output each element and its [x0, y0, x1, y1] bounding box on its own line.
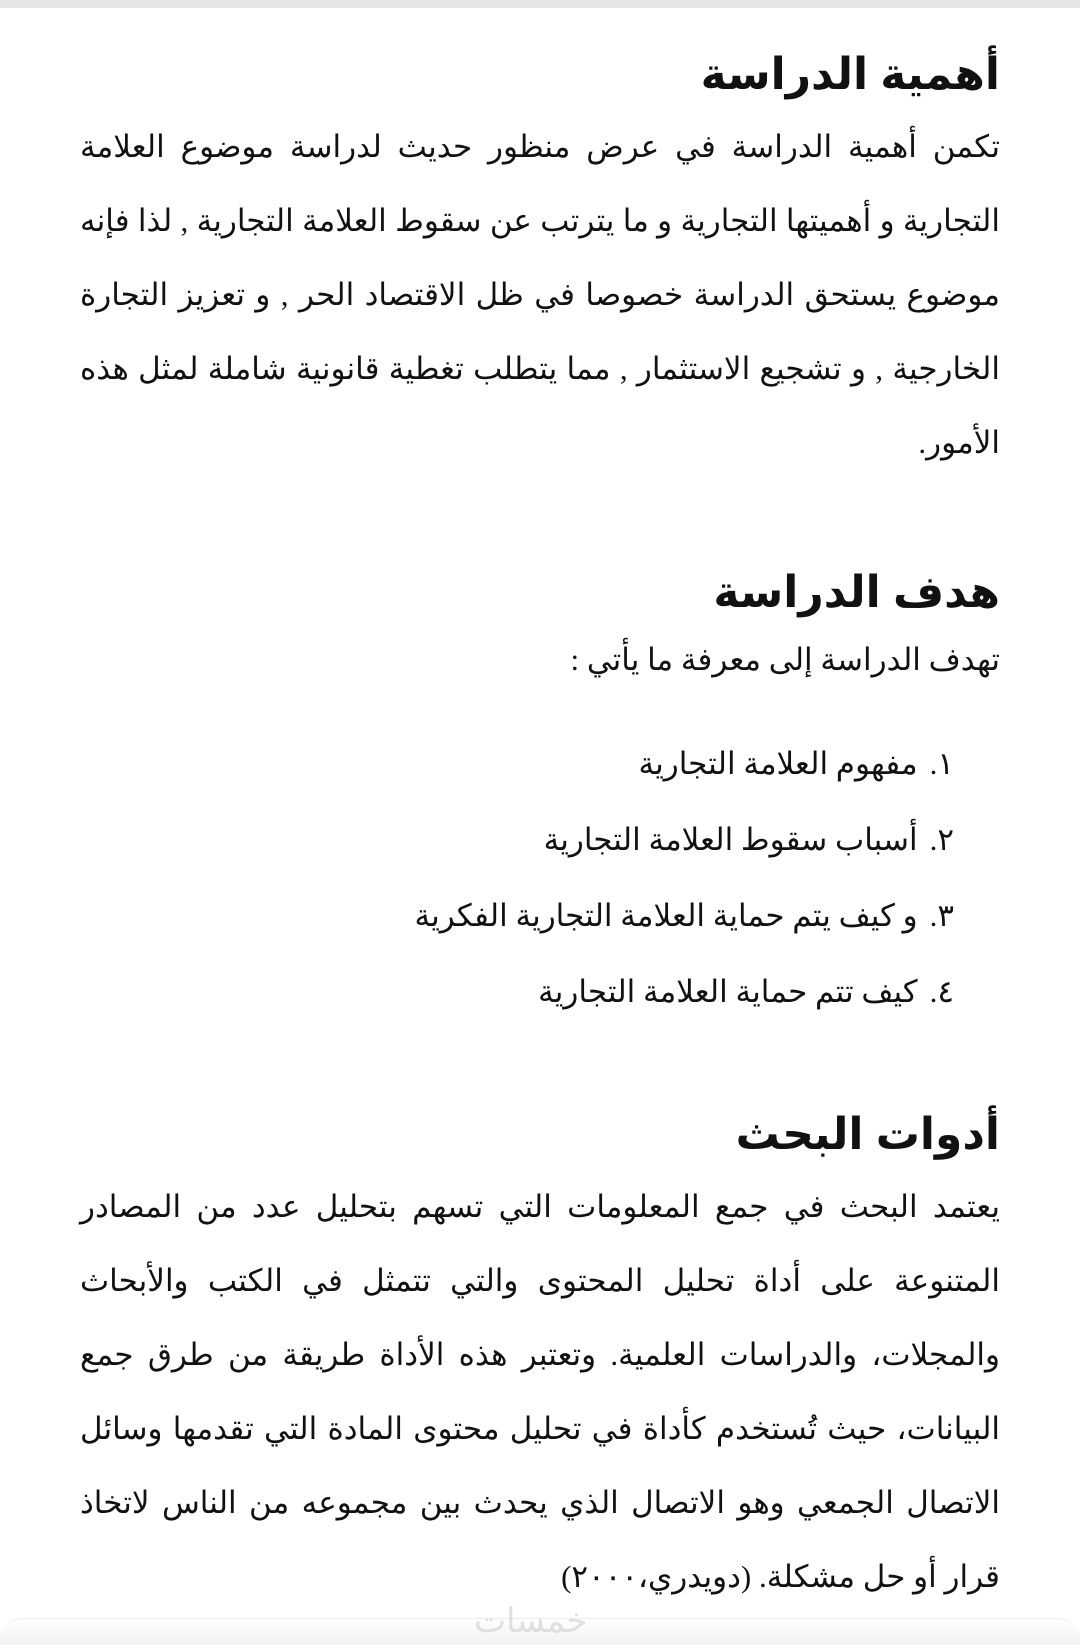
list-item-number: ١. [929, 746, 954, 781]
goal-list [80, 726, 954, 1030]
importance-section [80, 40, 1000, 480]
list-item [80, 726, 954, 802]
importance-paragraph: تكمن أهمية الدراسة في عرض منظور حديث لدراسة موضوع العلامة التجارية و أهميتها التجارية و ما يترتب عن سقوط العلامة التجارية , لذا فإنه موضوع يستحق الدراسة خصوصا في ظل الاقتصاد الحر , و تعزيز التجارة الخارجية , و تشجيع الاستثمار , مما يتطلب تغطية قانونية شاملة لمثل هذه الأمور. [80, 129, 1000, 460]
list-item-text: مفهوم العلامة التجارية [638, 746, 918, 781]
top-strip [0, 0, 1080, 8]
tools-paragraph: يعتمد البحث في جمع المعلومات التي تسهم بتحليل عدد من المصادر المتنوعة على أداة تحليل المحتوى والتي تتمثل في الكتب والأبحاث والمجلات، والدراسات العلمية. وتعتبر هذه الأداة طريقة من طرق جمع البيانات، حيث تُستخدم كأداة في تحليل محتوى المادة التي تقدمها وسائل الاتصال الجمعي وهو الاتصال الذي يحدث بين مجموعه من الناس لاتخاذ قرار أو حل مشكلة. (دويدري،٢٠٠٠) [80, 1189, 1000, 1594]
importance-heading: أهمية الدراسة [700, 50, 1000, 99]
section-gap [80, 480, 1000, 558]
list-item-number: ٤. [929, 974, 954, 1009]
list-item-text: كيف تتم حماية العلامة التجارية [538, 974, 918, 1009]
list-item [80, 802, 954, 878]
tools-heading: أدوات البحث [735, 1110, 1000, 1159]
list-item [80, 878, 954, 954]
list-item-number: ٢. [929, 822, 954, 857]
goal-intro: تهدف الدراسة إلى معرفة ما يأتي : [570, 642, 1000, 677]
list-item [80, 954, 954, 1030]
goal-heading: هدف الدراسة [713, 568, 1000, 617]
tools-section [80, 1100, 1000, 1614]
list-item-text: أسباب سقوط العلامة التجارية [543, 822, 918, 857]
goal-section [80, 558, 1000, 1030]
list-item-number: ٣. [929, 898, 954, 933]
document-page [80, 40, 1000, 1614]
section-gap [80, 1030, 1000, 1100]
list-item-text: و كيف يتم حماية العلامة التجارية الفكرية [414, 898, 918, 933]
watermark-logo: خمسات [474, 1601, 588, 1641]
